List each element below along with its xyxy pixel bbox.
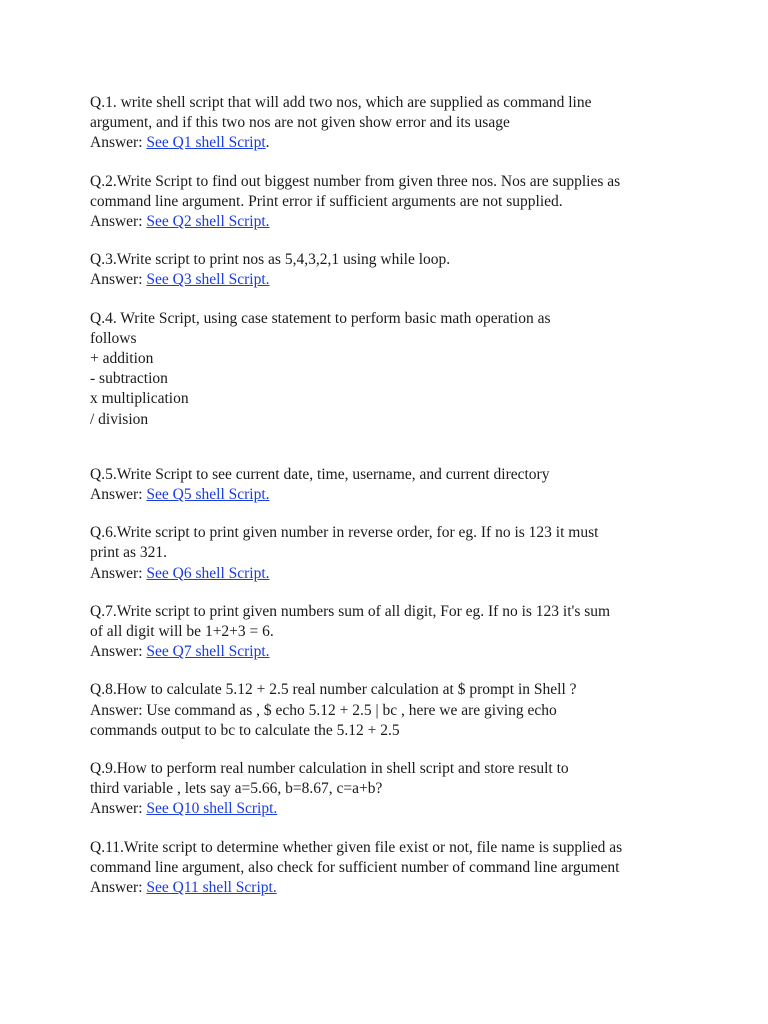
answer-label: Answer: [90,486,147,504]
answer-label: Answer: [90,800,147,818]
question-text: Q.6.Write script to print given number in reverse order, for eg. If no is 123 it must [90,524,599,542]
question-6 [90,523,690,584]
answer-line [90,878,690,898]
question-8 [90,680,690,741]
question-text: Q.8.How to calculate 5.12 + 2.5 real number calculation at $ prompt in Shell ? [90,681,577,699]
question-1 [90,93,690,154]
question-text: follows [90,329,137,347]
answer-after: . [265,134,270,152]
question-text: command line argument. Print error if sufficient arguments are not supplied. [90,192,563,210]
question-text: Q.7.Write script to print given numbers sum of all digit, For eg. If no is 123 it's sum [90,602,611,620]
answer-text: commands output to bc to calculate the 5.12 + 2.5 [90,721,400,739]
answer-link-q1[interactable]: See Q1 shell Script [146,134,266,152]
answer-label: Answer: [90,643,147,661]
answer-label: Answer: [90,564,147,582]
answer-link-q7[interactable]: See Q7 shell Script. [146,643,270,661]
operation-item: - subtraction [90,370,168,388]
question-text: command line argument, also check for sufficient number of command line argument [90,858,620,876]
answer-line [90,212,690,232]
question-3 [90,250,690,290]
question-11 [90,838,690,899]
answer-link-q5[interactable]: See Q5 shell Script. [146,486,270,504]
answer-label: Answer: [90,879,147,897]
question-text: of all digit will be 1+2+3 = 6. [90,623,274,641]
answer-text: Answer: Use command as , $ echo 5.12 + 2.5 | bc , here we are giving echo [90,701,557,719]
operation-item: / division [90,410,149,428]
answer-line [90,799,690,819]
answer-line [90,564,690,584]
question-7 [90,602,690,663]
question-text: Q.9.How to perform real number calculation in shell script and store result to [90,760,569,778]
answer-line [90,485,690,505]
answer-label: Answer: [90,134,147,152]
question-text: Q.4. Write Script, using case statement to perform basic math operation as [90,309,551,327]
question-4 [90,309,690,430]
answer-line [90,133,690,153]
answer-link-q10[interactable]: See Q10 shell Script. [146,800,278,818]
document-page [90,93,690,916]
answer-label: Answer: [90,213,147,231]
question-text: Q.5.Write Script to see current date, time, username, and current directory [90,465,550,483]
question-text: argument, and if this two nos are not given show error and its usage [90,114,510,132]
answer-link-q2[interactable]: See Q2 shell Script. [146,213,270,231]
answer-link-q6[interactable]: See Q6 shell Script. [146,564,270,582]
answer-line [90,270,690,290]
operation-item: x multiplication [90,390,189,408]
question-text: Q.3.Write script to print nos as 5,4,3,2,1 using while loop. [90,251,451,269]
answer-link-q3[interactable]: See Q3 shell Script. [146,271,270,289]
answer-line [90,642,690,662]
question-text: Q.2.Write Script to find out biggest number from given three nos. Nos are supplies as [90,172,621,190]
question-text: Q.1. write shell script that will add two nos, which are supplied as command line [90,94,592,111]
question-2 [90,172,690,233]
question-text: third variable , lets say a=5.66, b=8.67, c=a+b? [90,780,383,798]
question-9 [90,759,690,820]
question-text: Q.11.Write script to determine whether given file exist or not, file name is supplied as [90,838,623,856]
operation-item: + addition [90,350,154,368]
question-5 [90,465,690,505]
question-text: print as 321. [90,544,168,562]
answer-label: Answer: [90,271,147,289]
answer-link-q11[interactable]: See Q11 shell Script. [146,879,277,897]
